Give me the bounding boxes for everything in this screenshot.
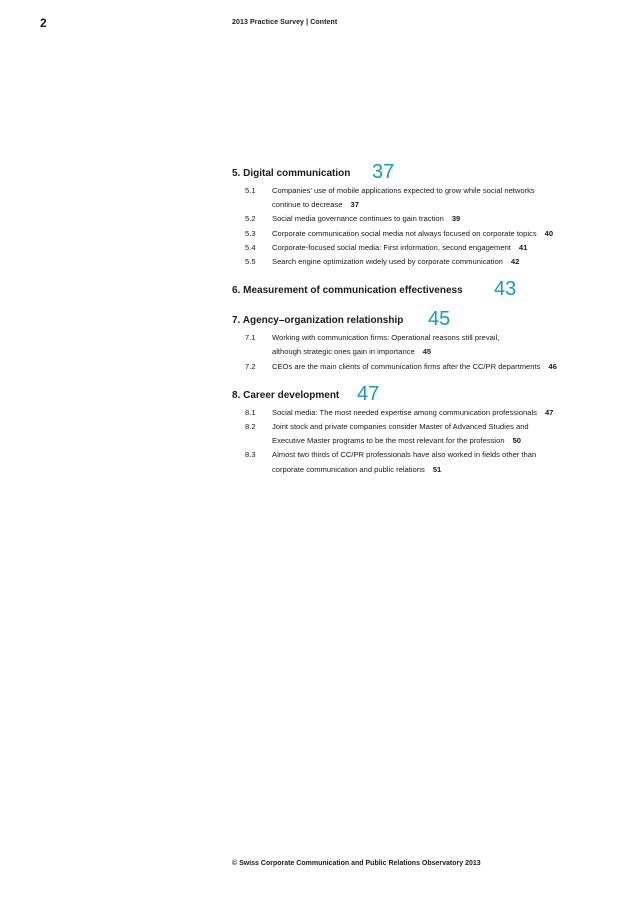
toc-entry-page-number: 37 <box>350 200 359 210</box>
toc-entry-text: although strategic ones gain in importance 45 <box>272 347 432 357</box>
toc-entry-list <box>232 406 607 477</box>
toc-section-page-number[interactable]: 37 <box>372 161 395 183</box>
toc-section <box>232 382 607 477</box>
toc-entry-number: 8.2 <box>245 422 256 432</box>
toc-section <box>232 160 607 269</box>
toc-entry[interactable] <box>232 360 607 374</box>
toc-entry[interactable] <box>232 448 607 476</box>
toc-entry[interactable] <box>232 227 607 241</box>
toc-entry-text: Social media governance continues to gain traction 39 <box>272 214 461 224</box>
toc-entry-page-number: 50 <box>512 436 522 446</box>
toc-entry-text: Corporate communication social media not always focused on corporate topics 40 <box>272 228 554 238</box>
toc-entry-text: Working with communication firms: Operational reasons still prevail, <box>272 333 500 343</box>
toc-entry-number: 5.3 <box>245 228 256 238</box>
toc-entry-text: corporate communication and public relations 51 <box>272 464 442 474</box>
toc-entry-text: Executive Master programs to be the most relevant for the profession 50 <box>272 436 522 446</box>
toc-section-title[interactable]: 7. Agency–organization relationship <box>232 315 404 327</box>
toc-entry-page-number: 47 <box>544 407 554 417</box>
toc-entry[interactable] <box>232 184 607 212</box>
toc-section-page-number[interactable]: 43 <box>494 278 517 301</box>
toc-entry-text: continue to decrease 37 <box>272 200 359 210</box>
toc-entry-page-number: 41 <box>518 242 528 252</box>
toc-entry-list <box>232 184 607 269</box>
toc-entry-page-number: 46 <box>548 361 557 371</box>
toc-entry-number: 5.4 <box>245 242 256 252</box>
toc-section-heading <box>232 160 607 182</box>
toc-entry-page-number: 42 <box>510 257 520 267</box>
toc-section-heading <box>232 307 607 329</box>
toc-entry[interactable] <box>232 420 607 448</box>
toc-entry-number: 5.1 <box>245 186 256 195</box>
toc-section-title[interactable]: 8. Career development <box>232 389 340 401</box>
toc-section-title[interactable]: 6. Measurement of communication effectiveness <box>232 285 463 297</box>
toc-section-heading <box>232 382 607 404</box>
toc-entry-number: 7.1 <box>245 333 256 343</box>
toc-entry-number: 8.3 <box>245 450 256 460</box>
toc-section-page-number[interactable]: 45 <box>428 308 451 331</box>
toc-section-title[interactable]: 5. Digital communication <box>232 168 351 179</box>
toc-entry-number: 5.5 <box>245 257 256 267</box>
toc-entry-page-number: 45 <box>422 347 432 357</box>
toc-entry-list <box>232 331 607 374</box>
toc-entry[interactable] <box>232 406 607 420</box>
toc-entry-number: 8.1 <box>245 407 256 417</box>
toc-entry-number: 5.2 <box>245 214 256 224</box>
toc-entry-text: Social media: The most needed expertise among communication professionals 47 <box>272 407 554 417</box>
toc-entry[interactable] <box>232 241 607 255</box>
toc-entry-text: Joint stock and private companies consider Master of Advanced Studies and <box>272 422 529 432</box>
toc-section <box>232 307 607 374</box>
toc-entry-text: Companies' use of mobile applications expected to grow while social networks <box>272 186 535 195</box>
running-header: 2013 Practice Survey | Content <box>232 19 338 26</box>
toc-section-heading <box>232 277 607 299</box>
toc-entry-text: Corporate-focused social media: First information, second engagement 41 <box>272 242 528 252</box>
toc-entry-text: Almost two thirds of CC/PR professionals have also worked in fields other than <box>272 450 537 460</box>
copyright-footer: © Swiss Corporate Communication and Public Relations Observatory 2013 <box>232 860 481 867</box>
toc-entry-page-number: 51 <box>432 464 442 474</box>
toc-section <box>232 277 607 299</box>
toc-entry[interactable] <box>232 212 607 226</box>
toc-entry[interactable] <box>232 331 607 359</box>
table-of-contents <box>232 160 607 477</box>
toc-entry-text: CEOs are the main clients of communication firms after the CC/PR departments 46 <box>272 361 557 371</box>
page-number: 2 <box>40 16 47 30</box>
toc-entry-page-number: 39 <box>451 214 461 224</box>
toc-section-page-number[interactable]: 47 <box>357 382 380 405</box>
toc-entry-text: Search engine optimization widely used by corporate communication 42 <box>272 257 520 267</box>
toc-entry-number: 7.2 <box>245 361 256 371</box>
toc-entry-page-number: 40 <box>544 228 554 238</box>
toc-entry[interactable] <box>232 255 607 269</box>
